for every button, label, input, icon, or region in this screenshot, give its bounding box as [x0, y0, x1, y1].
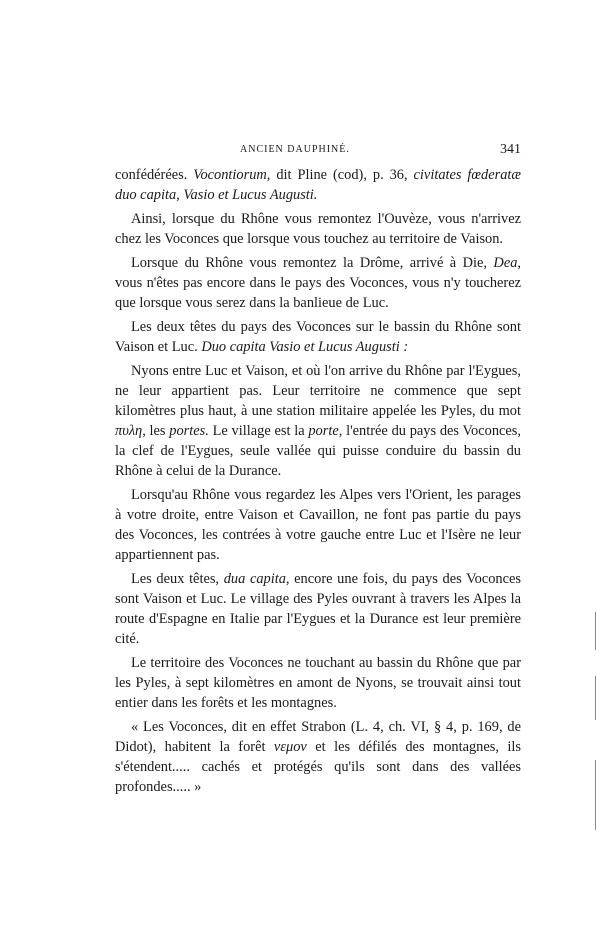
- italic-text: dua capita,: [223, 571, 290, 587]
- text-segment: confédérées.: [115, 167, 194, 183]
- paragraph: [115, 485, 521, 565]
- text-segment: Les deux têtes du pays des Voconces sur le bassin du Rhône sont Vaison et Luc.: [115, 319, 521, 355]
- paragraph: [115, 653, 521, 713]
- paragraph: [115, 361, 521, 481]
- paragraph: [115, 717, 521, 797]
- page-edge-mark: [595, 676, 596, 720]
- italic-text: porte,: [308, 423, 343, 439]
- text-segment: Lorsqu'au Rhône vous regardez les Alpes vers l'Orient, les parages à votre droite, entre Vaison et Cavaillon, ne font pas partie du pays des Voconces, les contrées à votre gauche entre Luc et l'Isère ne leur appartiennent pas.: [115, 487, 521, 563]
- text-segment: Le territoire des Voconces ne touchant au bassin du Rhône que par les Pyles, à sept kilomètres en amont de Nyons, se trouvait ainsi tout entier dans les forêts et les montagnes.: [115, 655, 521, 711]
- text-segment: Les deux têtes,: [131, 571, 224, 587]
- text-segment: Ainsi, lorsque du Rhône vous remontez l'Ouvèze, vous n'arrivez chez les Voconces que lorsque vous touchez au territoire de Vaison.: [115, 211, 521, 247]
- page-edge-mark: [595, 760, 596, 830]
- italic-text: Vocontiorum,: [193, 167, 271, 183]
- text-segment: Le village est la: [208, 423, 309, 439]
- text-segment: et les défilés des montagnes, ils s'étendent..... cachés et protégés qu'ils sont dans des vallées profondes..... »: [115, 739, 522, 795]
- paragraph: [115, 317, 521, 357]
- italic-text: πυλη: [115, 423, 143, 439]
- text-segment: , les: [142, 423, 170, 439]
- text-segment: l'entrée du pays des Voconces, la clef de l'Eygues, seule vallée qui puisse conduire du bassin du Rhône à celui de la Durance.: [115, 423, 522, 479]
- page-header: [115, 142, 521, 160]
- paragraph: [115, 209, 521, 249]
- running-head: ANCIEN DAUPHINÉ.: [240, 144, 350, 155]
- italic-text: νεμον: [273, 739, 307, 755]
- page-edge-mark: [595, 612, 596, 650]
- text-segment: Lorsque du Rhône vous remontez la Drôme, arrivé à Die,: [131, 255, 494, 271]
- text-segment: Nyons entre Luc et Vaison, et où l'on arrive du Rhône par l'Eygues, ne leur appartient pas. Leur territoire ne commence que sept kilomètres plus haut, à une station militaire appelée les Pyles, du mot: [115, 363, 521, 419]
- text-segment: encore une fois, du pays des Voconces sont Vaison et Luc. Le village des Pyles ouvrant à travers les Alpes la route d'Espagne en Italie par l'Eygues et la Durance est leur première cité.: [115, 571, 521, 647]
- page-number: 341: [500, 142, 521, 157]
- italic-text: civitates fœderatæ duo capita, Vasio et Lucus Augusti.: [115, 167, 522, 203]
- text-segment: vous n'êtes pas encore dans le pays des Voconces, vous n'y toucherez que lorsque vous serez dans la banlieue de Luc.: [115, 275, 521, 311]
- paragraph: [115, 253, 521, 313]
- text-segment: dit Pline (cod), p. 36,: [270, 167, 414, 183]
- paragraph: [115, 569, 521, 649]
- italic-text: Dea,: [493, 255, 521, 271]
- italic-text: Duo capita Vasio et Lucus Augusti :: [201, 339, 409, 355]
- text-segment: « Les Voconces, dit en effet Strabon (L. 4, ch. VI, § 4, p. 169, de Didot), habitent la forêt: [115, 719, 521, 755]
- paragraph: [115, 165, 521, 205]
- body-text: [115, 165, 521, 797]
- italic-text: portes.: [169, 423, 209, 439]
